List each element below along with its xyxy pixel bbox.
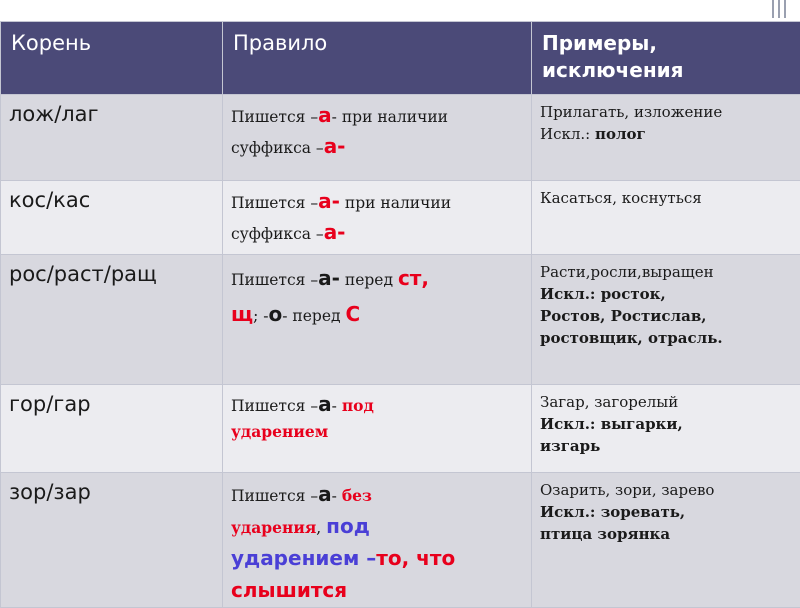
table-row (1, 255, 800, 385)
example-line: Расти,росли,выращен (540, 261, 792, 283)
rule-letter: а (318, 482, 332, 506)
rule-emphasis: то, что (376, 546, 455, 570)
examples-cell (532, 95, 800, 181)
table-row (1, 473, 800, 608)
examples-cell (532, 181, 800, 255)
examples-cell (532, 255, 800, 385)
example-line: Озарить, зори, зарево (540, 479, 792, 501)
table-header-row (1, 22, 800, 95)
roots-table (0, 21, 800, 608)
corner-decoration (770, 0, 794, 18)
examples-cell (532, 473, 800, 608)
rule-text: Пишется – (231, 194, 318, 212)
rule-emphasis: ударения (231, 518, 316, 537)
rule-cell (223, 255, 532, 385)
rule-emphasis: под (342, 396, 374, 415)
rule-text: , (316, 519, 321, 537)
exception-line: птица зорянка (540, 523, 792, 545)
exception-line: ростовщик, отрасль. (540, 327, 792, 349)
rule-emphasis: слышится (231, 578, 347, 602)
rule-emphasis: ударением – (231, 546, 376, 570)
root-cell: рос/раст/ращ (1, 255, 223, 385)
rule-text: Пишется – (231, 271, 318, 289)
exception-line: Искл.: зоревать, (540, 501, 792, 523)
rule-emphasis: ударением (231, 422, 328, 441)
root-cell: зор/зар (1, 473, 223, 608)
header-root: Корень (1, 22, 223, 95)
rule-text: при наличии суффикса – (231, 194, 451, 243)
rule-letter: щ (231, 302, 253, 326)
rule-text: перед (340, 271, 398, 289)
root-cell: гор/гар (1, 385, 223, 473)
rule-letter: а- (324, 220, 346, 244)
rule-text: - перед (282, 307, 345, 325)
example-line: Прилагать, изложение (540, 101, 792, 123)
rule-emphasis: под (326, 514, 370, 538)
exception-line: Искл.: выгарки, (540, 413, 792, 435)
rule-text: ; - (253, 307, 268, 325)
exception-word: полог (595, 125, 646, 143)
rule-cell (223, 473, 532, 608)
table-row (1, 95, 800, 181)
rule-text: - (332, 487, 342, 505)
rule-text: - (332, 397, 342, 415)
header-rule: Правило (223, 22, 532, 95)
examples-cell (532, 385, 800, 473)
table-row (1, 385, 800, 473)
example-line: Загар, загорелый (540, 391, 792, 413)
rule-letter: а (318, 103, 332, 127)
rule-letter: а (318, 392, 332, 416)
exception-label: Искл.: (540, 125, 595, 143)
header-examples: Примеры, исключения (532, 22, 800, 95)
rule-text: Пишется – (231, 108, 318, 126)
rule-text: - при наличии суффикса – (231, 108, 448, 157)
root-cell: кос/кас (1, 181, 223, 255)
example-line: Касаться, коснуться (540, 187, 792, 209)
rule-text: Пишется – (231, 397, 318, 415)
rule-letters: ст, (398, 266, 429, 290)
rule-letter: а- (324, 134, 346, 158)
rule-letter: С (345, 302, 360, 326)
exception-line: Ростов, Ростислав, (540, 305, 792, 327)
exception-line (540, 123, 792, 145)
rule-cell (223, 385, 532, 473)
root-cell: лож/лаг (1, 95, 223, 181)
rule-text: Пишется – (231, 487, 318, 505)
exception-line: Искл.: росток, (540, 283, 792, 305)
rule-letter: а- (318, 189, 340, 213)
exception-line: изгарь (540, 435, 792, 457)
table-row (1, 181, 800, 255)
rule-emphasis: без (342, 486, 372, 505)
rule-cell (223, 95, 532, 181)
rule-letter: о (269, 302, 283, 326)
rule-letter: а- (318, 266, 340, 290)
rule-cell (223, 181, 532, 255)
